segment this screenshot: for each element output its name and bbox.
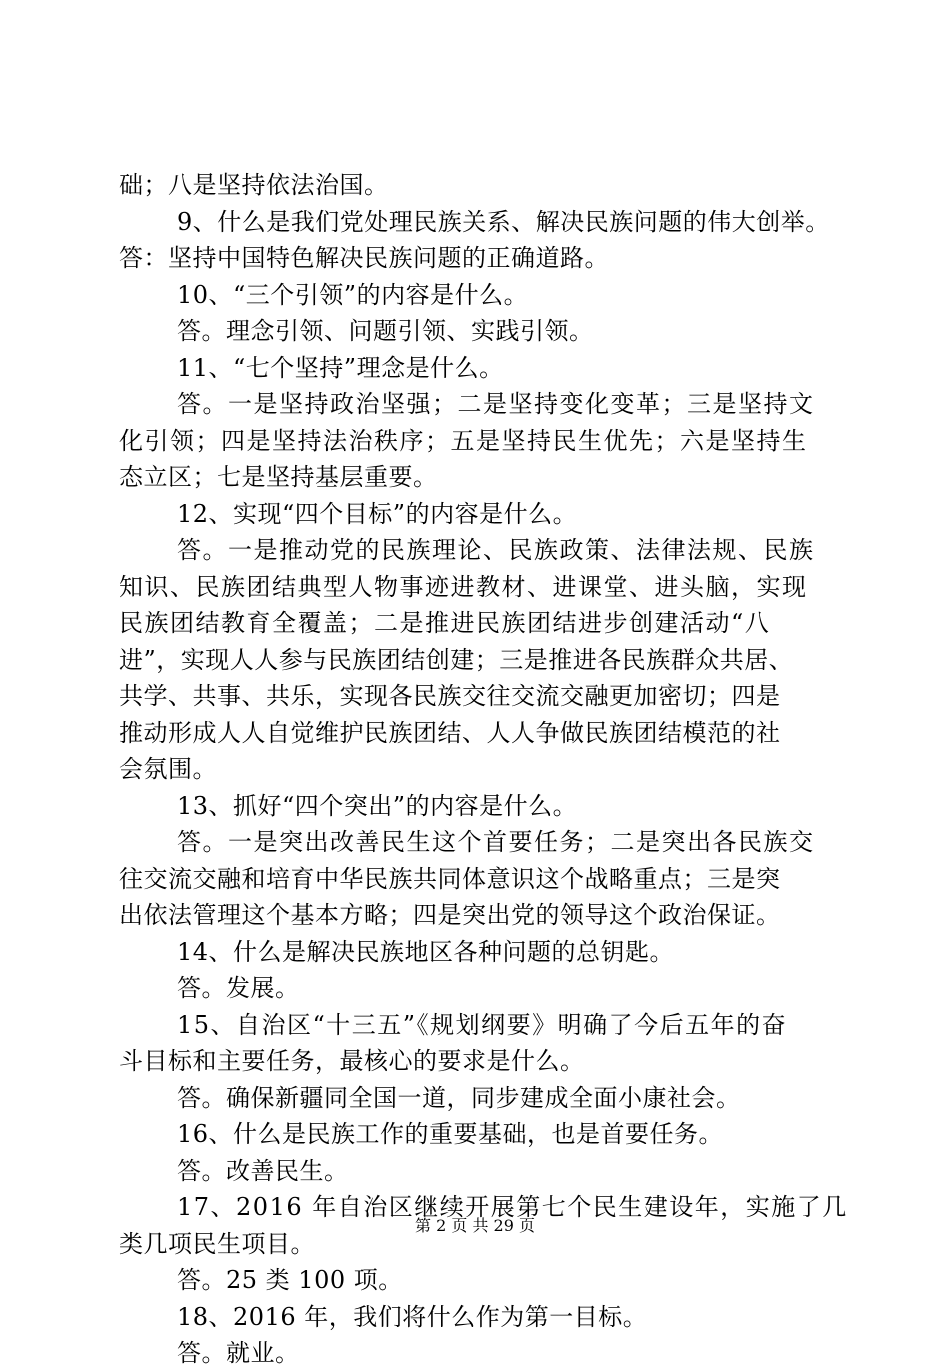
text-line: 往交流交融和培育中华民族共同体意识这个战略重点；三是突 bbox=[119, 864, 781, 893]
text-line: 答。发展。 bbox=[177, 974, 300, 1002]
text-line: 18、2016 年，我们将什么作为第一目标。 bbox=[177, 1302, 648, 1331]
page-number-footer: 第 2 页 共 29 页 bbox=[415, 1216, 535, 1235]
text-line: 共学、共事、共乐，实现各民族交往交流交融更加密切；四是 bbox=[119, 682, 781, 710]
text-line: 会氛围。 bbox=[119, 755, 217, 783]
text-line: 类几项民生项目。 bbox=[119, 1229, 315, 1258]
text-line: 16、什么是民族工作的重要基础，也是首要任务。 bbox=[177, 1120, 724, 1148]
text-line: 出依法管理这个基本方略；四是突出党的领导这个政治保证。 bbox=[119, 901, 781, 929]
text-line: 态立区；七是坚持基层重要。 bbox=[119, 463, 438, 491]
text-line: 答。理念引领、问题引领、实践引领。 bbox=[177, 317, 594, 345]
text-line: 17、2016 年自治区继续开展第七个民生建设年，实施了几 bbox=[177, 1193, 848, 1221]
text-line: 知识、民族团结典型人物事迹进教材、进课堂、进头脑，实现 bbox=[119, 572, 808, 601]
text-line: 答。改善民生。 bbox=[177, 1156, 349, 1185]
text-line: 答。确保新疆同全国一道，同步建成全面小康社会。 bbox=[177, 1083, 741, 1112]
text-line: 化引领；四是坚持法治秩序；五是坚持民生优先；六是坚持生 bbox=[119, 426, 808, 455]
text-line: 答。就业。 bbox=[177, 1339, 300, 1367]
text-line: 9、什么是我们党处理民族关系、解决民族问题的伟大创举。 bbox=[177, 207, 830, 236]
text-line: 11、“七个坚持”理念是什么。 bbox=[177, 353, 504, 382]
text-line: 15、自治区“十三五”《规划纲要》明确了今后五年的奋 bbox=[177, 1010, 788, 1039]
text-line: 13、抓好“四个突出”的内容是什么。 bbox=[177, 791, 578, 820]
text-line: 10、“三个引领”的内容是什么。 bbox=[177, 280, 529, 309]
text-line: 础；八是坚持依法治国。 bbox=[119, 171, 389, 199]
text-line: 答。一是推动党的民族理论、民族政策、法律法规、民族 bbox=[177, 536, 815, 564]
text-line: 民族团结教育全覆盖；二是推进民族团结进步创建活动“八 bbox=[119, 609, 771, 637]
text-line: 答。一是突出改善民生这个首要任务；二是突出各民族交 bbox=[177, 828, 815, 856]
text-line: 推动形成人人自觉维护民族团结、人人争做民族团结模范的社 bbox=[119, 718, 781, 747]
text-line: 进”，实现人人参与民族团结创建；三是推进各民族群众共居、 bbox=[119, 645, 794, 674]
text-line: 12、实现“四个目标”的内容是什么。 bbox=[177, 499, 578, 528]
document-body bbox=[119, 167, 849, 1372]
text-line: 14、什么是解决民族地区各种问题的总钥匙。 bbox=[177, 937, 675, 966]
text-line: 答：坚持中国特色解决民族问题的正确道路。 bbox=[119, 244, 609, 272]
text-line: 答。一是坚持政治坚强；二是坚持变化变革；三是坚持文 bbox=[177, 390, 815, 418]
text-line: 答。25 类 100 项。 bbox=[177, 1266, 403, 1294]
text-line: 斗目标和主要任务，最核心的要求是什么。 bbox=[119, 1047, 585, 1075]
